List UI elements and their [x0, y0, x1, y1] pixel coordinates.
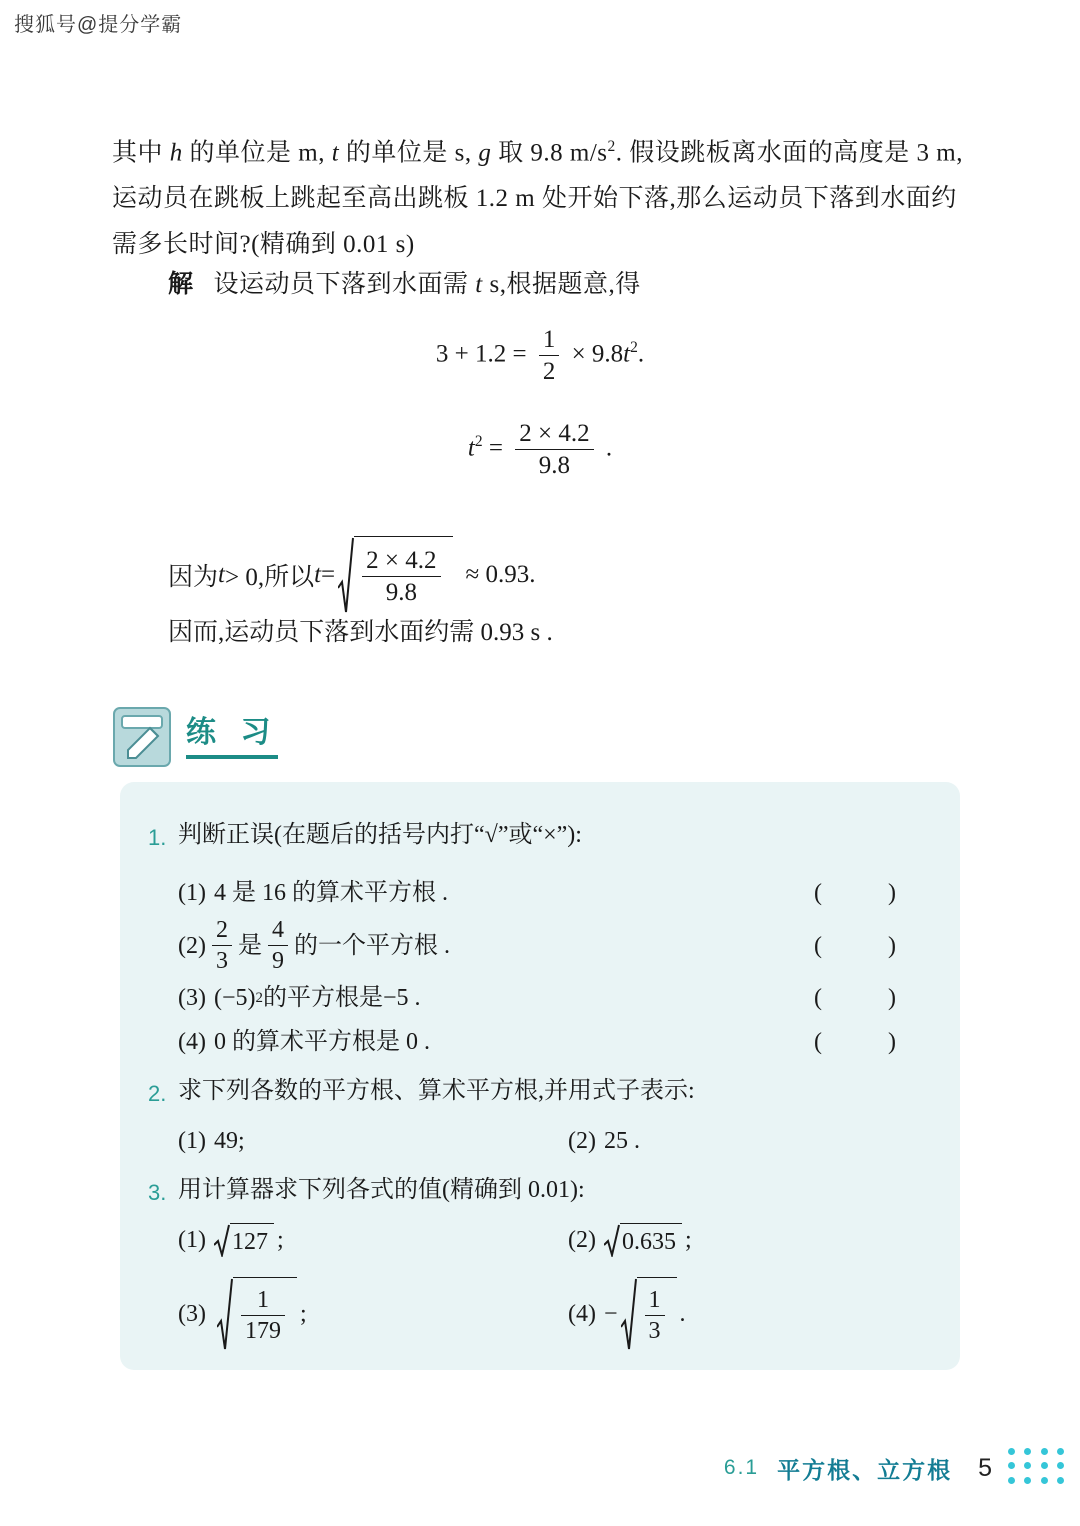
item-stem: 判断正误(在题后的括号内打“√”或“×”):	[178, 822, 582, 848]
numerator: 1	[648, 1287, 661, 1313]
sub-text: 0 的算术平方根是 0 .	[213, 1029, 430, 1055]
square-root-symbol	[338, 536, 452, 614]
radicand	[354, 536, 452, 614]
eq2-period: .	[605, 434, 613, 462]
fraction-2x4p2-over-9p8	[515, 418, 593, 482]
exercise-title: 练 习	[186, 716, 278, 759]
sub-label: (4)	[568, 1301, 596, 1327]
sub-text: 49;	[213, 1128, 245, 1154]
sub-item	[178, 976, 948, 1020]
solution-label: 解	[168, 271, 194, 298]
sub-label: (1)	[178, 1128, 206, 1154]
radical-sign-icon	[621, 1277, 637, 1351]
denominator: 9.8	[362, 576, 440, 608]
sub-label: (3)	[178, 985, 206, 1011]
intro-paragraph	[112, 124, 972, 268]
radicand: 127	[230, 1223, 274, 1257]
fraction-2x4p2-over-9p8	[362, 545, 440, 609]
eq1-left: 3 + 1.2 =	[435, 340, 527, 368]
solution-paragraph	[168, 262, 988, 308]
solution-text-a: 设运动员下落到水面需	[213, 271, 476, 298]
page-number: 5	[978, 1453, 992, 1482]
denominator: 3	[645, 1315, 665, 1346]
denominator: 2	[539, 355, 560, 387]
sub-item-row	[178, 1119, 948, 1163]
radicand	[233, 1277, 297, 1351]
var-t: t	[314, 561, 322, 588]
sub-item-stem	[178, 915, 450, 976]
sub-item	[568, 1277, 686, 1351]
square-root-symbol	[621, 1277, 677, 1351]
fraction-1-3	[645, 1285, 665, 1346]
intro-line-2: 运动员在跳板上跳起至高出跳板 1.2 m 处开始下落,那么运动员下落到水面约	[112, 185, 957, 213]
square-root-symbol	[604, 1223, 682, 1257]
sub-item-stem	[178, 878, 448, 908]
sign-prefix: −	[603, 1301, 618, 1327]
sub-item	[178, 1277, 568, 1351]
answer-blank[interactable]: ( )	[814, 932, 926, 959]
page-footer	[724, 1448, 1080, 1488]
therefore-line: 因而,运动员下落到水面约需 0.93 s .	[168, 619, 553, 646]
denominator: 3	[212, 945, 232, 976]
exponent: 2	[474, 433, 483, 451]
sub-text-tail: ;	[299, 1301, 307, 1327]
var-t: t	[475, 271, 483, 298]
fraction-one-half	[539, 324, 560, 388]
square-root-symbol	[217, 1277, 297, 1351]
intro-text-b: 的单位是 m,	[182, 139, 332, 167]
sub-item	[568, 1126, 640, 1156]
sub-label: (4)	[178, 1029, 206, 1055]
square-root-symbol	[214, 1223, 274, 1257]
eq1-period: .	[637, 340, 645, 368]
decorative-dots-icon	[1008, 1448, 1070, 1488]
numerator: 4	[271, 917, 284, 943]
approx-value: ≈ 0.93.	[465, 561, 536, 588]
radical-sign-icon	[604, 1223, 620, 1257]
intro-text-a: 其中	[112, 139, 170, 167]
footer-section-title: 平方根、立方根	[777, 1456, 953, 1483]
var-t: t	[467, 434, 475, 462]
radical-sign-icon	[338, 536, 354, 614]
answer-blank[interactable]: ( )	[814, 880, 926, 906]
var-h: h	[169, 139, 183, 167]
unit-exponent: 2	[607, 138, 616, 155]
sub-text-tail: ;	[684, 1227, 692, 1253]
sub-label: (2)	[178, 932, 206, 959]
intro-line-3: 需多长时间?(精确到 0.01 s)	[112, 231, 415, 259]
solution-text-b: s,根据题意,得	[482, 271, 641, 298]
because-text-a: 因为	[168, 564, 219, 591]
sub-text-mid: 是	[237, 932, 262, 959]
numerator: 2 × 4.2	[366, 546, 437, 574]
var-g: g	[478, 139, 492, 167]
list-item	[148, 820, 948, 853]
fraction-1-179	[241, 1285, 285, 1346]
sub-text: (−5)	[213, 985, 256, 1011]
numerator: 1	[256, 1287, 269, 1313]
list-item	[148, 1175, 948, 1208]
var-t: t	[623, 340, 631, 368]
sub-item	[178, 871, 948, 915]
answer-blank[interactable]: ( )	[814, 985, 926, 1011]
numerator: 1	[542, 326, 556, 353]
sub-item	[178, 1126, 568, 1156]
equation-2	[0, 418, 1080, 482]
exercise-header	[112, 706, 278, 768]
sub-text-tail: .	[679, 1301, 686, 1327]
item-number: 2.	[148, 1081, 167, 1106]
exponent: 2	[630, 339, 638, 357]
intro-text-d: 取 9.8 m/s	[491, 139, 608, 167]
because-equals: =	[321, 561, 336, 588]
intro-text-e: . 假设跳板离水面的高度是 3 m,	[615, 139, 963, 167]
sub-item	[178, 1223, 568, 1257]
sub-label: (2)	[568, 1128, 596, 1154]
var-t: t	[218, 561, 225, 588]
item-stem: 用计算器求下列各式的值(精确到 0.01):	[178, 1177, 585, 1203]
item-stem: 求下列各数的平方根、算术平方根,并用式子表示:	[178, 1078, 695, 1104]
sub-label: (1)	[178, 1227, 206, 1253]
radical-sign-icon	[214, 1223, 230, 1257]
radical-sign-icon	[217, 1277, 233, 1351]
because-line	[168, 536, 535, 614]
intro-text-c: 的单位是 s,	[339, 139, 479, 167]
denominator: 9.8	[515, 449, 593, 481]
sub-label: (1)	[178, 880, 206, 906]
because-text-b: > 0,所以	[224, 564, 315, 591]
watermark: 搜狐号@提分学霸	[8, 6, 188, 39]
eq1-right-a: × 9.8	[571, 340, 624, 368]
radicand: 0.635	[620, 1223, 682, 1257]
intro-line-1	[112, 124, 972, 176]
exponent: 2	[255, 990, 263, 1006]
item-number: 1.	[148, 825, 167, 850]
sub-text-tail: ;	[276, 1227, 284, 1253]
sub-item-row	[178, 1218, 948, 1262]
numerator: 2 × 4.2	[519, 420, 590, 447]
item-number: 3.	[148, 1180, 167, 1205]
var-t: t	[331, 139, 340, 167]
denominator: 179	[241, 1315, 285, 1346]
sub-item	[178, 915, 948, 976]
radicand	[637, 1277, 677, 1351]
list-item	[148, 1076, 948, 1109]
pencil-notebook-icon	[112, 706, 172, 768]
sub-text: 25 .	[603, 1128, 640, 1154]
sub-label: (3)	[178, 1301, 206, 1327]
sub-label: (2)	[568, 1227, 596, 1253]
fraction-4-9	[268, 915, 288, 976]
exercise-content	[148, 820, 948, 1352]
fraction-2-3	[212, 915, 232, 976]
sub-text: 4 是 16 的算术平方根 .	[213, 880, 448, 906]
sub-item-stem	[178, 983, 421, 1013]
sub-text-b: 的平方根是−5 .	[262, 985, 421, 1011]
answer-blank[interactable]: ( )	[814, 1029, 926, 1055]
sub-item-row	[178, 1276, 948, 1352]
footer-section-number: 6.1	[723, 1456, 760, 1479]
sub-text-tail: 的一个平方根 .	[293, 932, 450, 959]
sub-item	[568, 1223, 692, 1257]
sub-item-stem	[178, 1027, 430, 1057]
sub-item	[178, 1020, 948, 1064]
equation-1	[0, 324, 1080, 388]
equals-sign: =	[488, 434, 503, 462]
denominator: 9	[268, 945, 288, 976]
numerator: 2	[215, 917, 228, 943]
